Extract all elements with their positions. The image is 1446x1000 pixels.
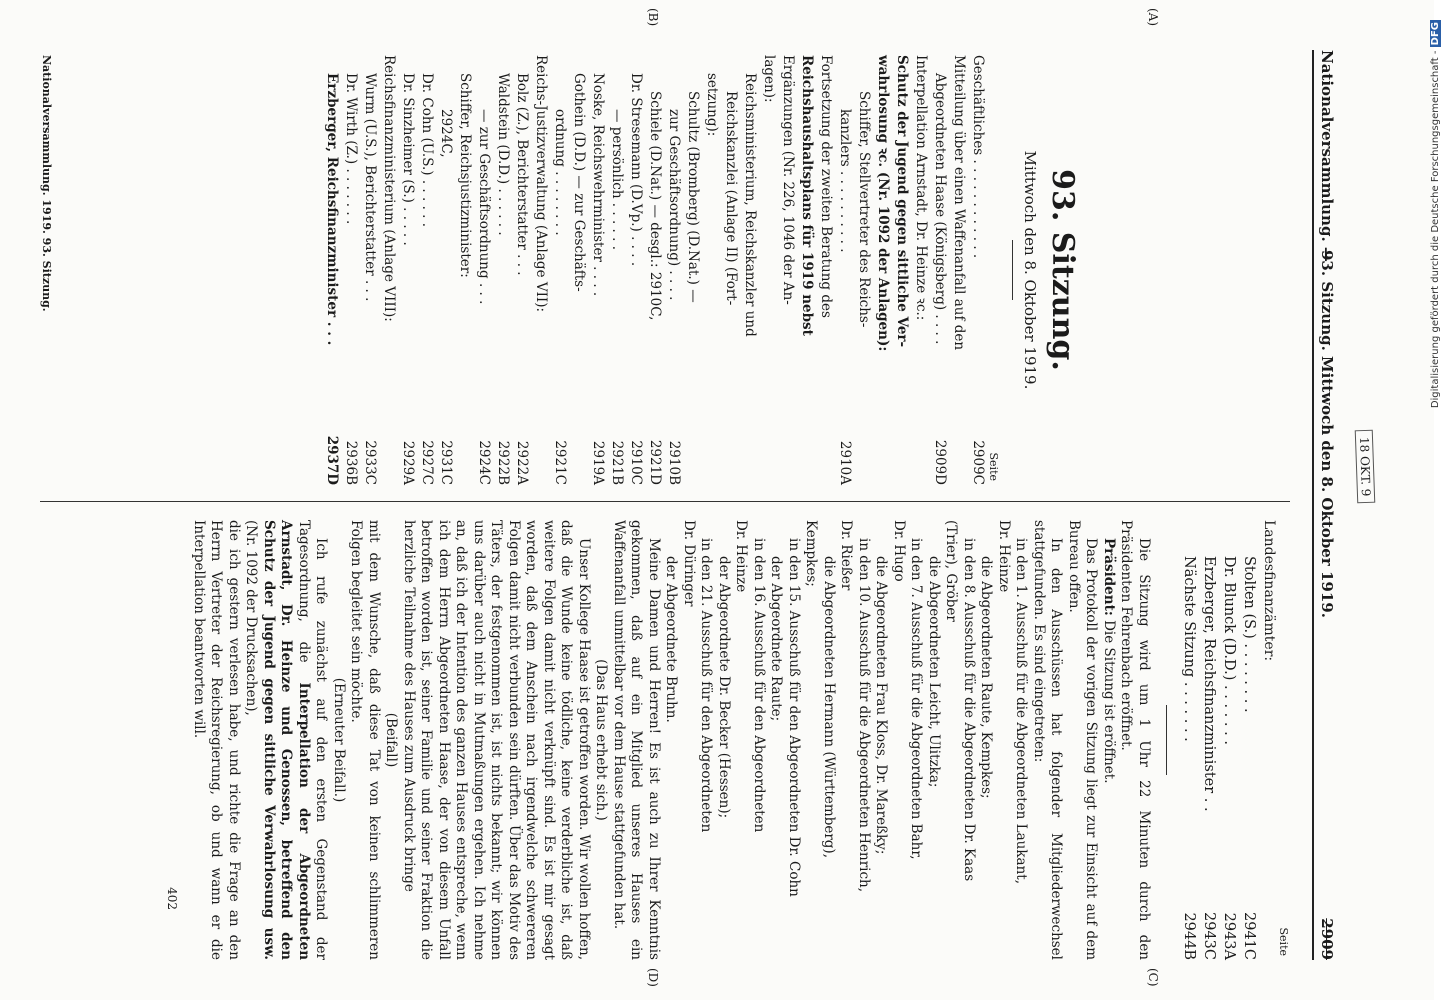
toc-entry-text: — zur Geschäftsordnung . . . <box>476 109 492 305</box>
left-column <box>322 55 1290 485</box>
toc-entry-text: Reichsfinanzministerium (Anlage VIII): <box>381 55 397 322</box>
toc-entry-text: zur Geschäftsordnung) . . . . <box>666 109 682 301</box>
toc-entry <box>456 55 474 485</box>
speech4-intro: Ich rufe zunächst auf den ersten Gegenstand der Tagesordnung, die <box>296 520 330 960</box>
toc-entry-page: 2921D <box>647 439 663 485</box>
toc-entry-page: 2933C <box>362 440 378 485</box>
speech4-ref: (Nr. 1092 der Drucksachen), <box>243 520 260 716</box>
running-head-page: 2909 <box>1318 918 1336 960</box>
right-seite-label: Seite <box>1277 927 1290 956</box>
toc-entry <box>570 55 588 485</box>
session-date: Mittwoch den 8. Oktober 1919. <box>1021 150 1039 390</box>
toc-entry-text: setzung): <box>704 73 720 137</box>
margin-letter-c: (C) <box>1146 968 1160 987</box>
toc-entry-text: Schultz (Bromberg) (D.Nat.) — <box>685 91 701 303</box>
toc-entry <box>836 55 854 485</box>
toc-entry-text: kanzlers . . . . . . . . . . <box>837 109 853 253</box>
toc-entry <box>399 55 417 485</box>
toc-entry <box>874 55 892 485</box>
toc-entry-page: 2929A <box>400 440 416 485</box>
dfg-credit <box>1430 20 1446 980</box>
toc-entry <box>817 55 835 485</box>
finance-offices-list <box>1179 520 1259 960</box>
committee-changes <box>662 520 1030 960</box>
toc-entry-text: Fortsetzung der zweiten Beratung des <box>818 55 834 318</box>
toc-entry-page: 2931C <box>438 440 454 485</box>
toc-entry-text: Dr. Stresemann (D.Vp.) . . . . <box>628 73 644 267</box>
session-title: 93. Sitzung. <box>1045 169 1080 371</box>
toc-entry-page: 2919A <box>590 440 606 485</box>
toc-entry-page: 2910B <box>666 440 682 485</box>
toc-entry <box>722 55 740 485</box>
committee-line: in den 16. Ausschuß für den Abgeordneten <box>751 538 767 833</box>
toc-entry-text: Schiffer, Reichsjustizminister: <box>457 73 473 278</box>
speech-paragraph-1: Meine Damen und Herren! Es ist auch zu Ihrer Kenntnis gekommen, daß auf ein Mitglied unseres Hauses ein Waffenanfall unmittelbar vor dem Hause stattgefunden hat. <box>611 520 662 960</box>
toc-entry <box>684 55 702 485</box>
toc-entry-text: Erzberger, Reichsfinanzminister . . . <box>324 73 340 346</box>
committee-line: die Abgeordneten Leicht, Ulitzka; <box>926 556 942 788</box>
toc-entry-page: 2921C <box>552 440 568 485</box>
toc-entry-text: Schiffer, Stellvertreter des Reichs- <box>856 91 872 328</box>
committee-line: in den 7. Ausschuß für die Abgeordneten Bahr, <box>908 538 925 860</box>
president-paragraph <box>1100 520 1118 960</box>
toc-entry <box>741 55 759 485</box>
toc-entry-page: 2921B <box>609 440 625 485</box>
right-column <box>166 520 1291 960</box>
toc-entry <box>779 55 797 485</box>
finance-entry-text: Nächste Sitzung . . . . . . . <box>1181 556 1197 742</box>
toc-entry <box>912 55 930 485</box>
toc-entry-text: Wurm (U.S.), Berichterstatter . . . <box>362 73 378 302</box>
toc-entry-page: 2922B <box>495 440 511 485</box>
running-head-center: 93. Sitzung. Mittwoch den 8. Oktober 1919. <box>1318 250 1336 618</box>
toc-entry-text: Mitteilung über einen Waffenanfall auf den <box>951 55 967 351</box>
committee-line: Dr. Düringer <box>681 520 697 607</box>
committee-line: Dr. Heinze <box>733 520 750 593</box>
toc-entry <box>950 55 968 485</box>
finance-entry-page: 2944B <box>1181 912 1197 960</box>
toc-entry <box>418 55 436 485</box>
toc-entry <box>437 55 455 485</box>
toc-entry <box>380 55 398 485</box>
margin-letter-a: (A) <box>1146 8 1160 27</box>
stage-direction-3: (Erneuter Beifall.) <box>331 677 347 803</box>
committee-line: Dr. Rießer <box>838 520 855 591</box>
toc-entry <box>665 55 683 485</box>
committee-line: der Abgeordnete Raute; <box>768 556 785 722</box>
toc-entry <box>494 55 512 485</box>
speech-paragraph-4 <box>242 520 330 960</box>
toc-entry <box>323 55 341 485</box>
toc-entry <box>760 55 778 485</box>
president-label: Präsident: <box>1101 538 1117 616</box>
toc-entry <box>608 55 626 485</box>
finance-entry-text: Erzberger, Reichsfinanzminister . . <box>1201 556 1217 812</box>
committee-line: in den 8. Ausschuß für die Abgeordneten Dr. Kaas <box>961 538 977 882</box>
committee-line: die Abgeordneten Raute, Kempkes; <box>978 556 995 799</box>
finance-entry-text: Dr. Blunck (D.D.) . . . . . . . <box>1221 556 1237 745</box>
toc-entry-text: Bolz (Z.), Berichterstatter . . . <box>514 73 530 276</box>
committees-intro: In den Ausschüssen hat folgender Mitgliederwechsel stattgefunden. Es sind eingetreten: <box>1031 520 1065 960</box>
toc-entry-text: Reichshaushaltsplans für 1919 nebst <box>799 55 815 336</box>
title-rule <box>1012 240 1013 300</box>
toc-entry <box>532 55 550 485</box>
interpellation-title: Interpellation der Abgeordneten Arnstadt, Dr. Heinze und Genossen, betreffend den Schutz der Jugend gegen sittliche Verwahrlosung usw. <box>261 520 312 961</box>
toc-entry-text: Dr. Cohn (U.S.) . . . . . . <box>419 73 435 228</box>
toc-entry-text: wahrlosung ꝛc. (Nr. 1092 der Anlagen): <box>875 55 891 352</box>
toc-entry <box>931 55 949 485</box>
toc-entry-text: Noske, Reichswehrminister . . . . <box>590 73 606 297</box>
credit-text: Digitalisierung gefördert durch die Deutsche Forschungsgemeinschaft - <box>1430 50 1441 409</box>
toc-entry-text: 2924C, <box>438 109 454 158</box>
toc-entry-page: 2937D <box>324 435 340 485</box>
committee-line: (Trier), Gröber <box>943 520 960 622</box>
finance-entry <box>1239 520 1259 960</box>
finance-entry-page: 2943C <box>1201 912 1217 960</box>
committee-line: die Abgeordneten Frau Kloss, Dr. Mareßky; <box>873 556 890 855</box>
committee-line: in den 10. Ausschuß für die Abgeordneten Henrich, <box>856 538 872 893</box>
toc-entry-text: Dr. Sinzheimer (S.) . . . . . <box>400 73 416 246</box>
opening-paragraph: Die Sitzung wird um 1 Uhr 22 Minuten durch den Präsidenten Fehrenbach eröffnet. <box>1118 520 1152 960</box>
finance-entry <box>1219 520 1239 960</box>
running-head-left: Nationalversammlung. — <box>1318 50 1336 262</box>
section-divider <box>1166 705 1167 775</box>
finance-entry-page: 2941C <box>1241 912 1257 960</box>
toc-entry-text: Reichskanzlei (Anlage II) (Fort- <box>723 91 739 306</box>
toc-entry-text: Gothein (D.D.) — zur Geschäfts- <box>571 73 587 292</box>
stage-direction-1: (Das Haus erhebt sich.) <box>593 659 610 821</box>
toc-entry-text: Reichs-Justizverwaltung (Anlage VII): <box>533 55 549 313</box>
toc-entry <box>893 55 911 485</box>
toc-entry-page: 2909C <box>970 440 986 485</box>
president-text: Die Sitzung ist eröffnet. <box>1101 620 1117 784</box>
toc-entry-page: 2927C <box>419 440 435 485</box>
toc-entry-text: — persönlich . . . . . . <box>609 109 625 251</box>
toc-entry-text: Ergänzungen (Nr. 226, 1046 der An- <box>780 55 796 305</box>
committee-line: in den 21. Ausschuß für den Abgeordneten <box>698 538 715 833</box>
committee-line: der Abgeordnete Bruhn. <box>663 556 680 723</box>
toc-entry-text: Waldstein (D.D.) . . . . . . <box>495 73 511 236</box>
committee-line: die Abgeordneten Hermann (Württemberg), <box>821 556 837 858</box>
stage-direction-2: (Beifall) <box>383 712 400 768</box>
finance-entry <box>1179 520 1199 960</box>
table-of-contents <box>323 55 987 485</box>
toc-entry-text: Geschäftliches . . . . . . . . . . . . <box>970 55 986 259</box>
toc-entry <box>361 55 379 485</box>
toc-entry <box>551 55 569 485</box>
toc-entry-page: 2924C <box>476 440 492 485</box>
toc-entry-page: 2910A <box>837 440 853 485</box>
committee-line: der Abgeordnete Dr. Becker (Hessen); <box>716 556 732 819</box>
committee-line: Dr. Hugo <box>891 520 907 582</box>
footer-line: Nationalversammlung. 1919. 93. Sitzung. <box>40 55 53 312</box>
protocol-paragraph: Das Protokoll der vorigen Sitzung liegt zur Einsicht auf dem Bureau offen. <box>1066 520 1100 960</box>
dfg-logo: DFG <box>1430 22 1441 46</box>
speech-paragraph-3: mit dem Wunsche, daß diese Tat von keinen schlimmeren Folgen begleitet sein möchte. <box>348 520 382 960</box>
toc-entry <box>627 55 645 485</box>
toc-entry-text: Schutz der Jugend gegen sittliche Ver- <box>894 55 910 348</box>
credit-strip <box>1414 20 1441 980</box>
toc-entry-text: Reichsministerium, Reichskanzler und <box>742 73 758 337</box>
toc-entry <box>342 55 360 485</box>
running-head <box>1312 50 1342 960</box>
committee-line: in den 1. Ausschuß für die Abgeordneten Laukant, <box>1013 538 1030 885</box>
committee-line: Dr. Heinze <box>996 520 1012 593</box>
toc-entry-text: Schiele (D.Nat.) — desgl.: 2910C, <box>647 91 663 321</box>
finance-offices-heading: Landesfinanzämter: <box>1261 520 1277 662</box>
toc-entry-text: Dr. Wirth (Z.) . . . . . . . <box>343 73 359 225</box>
toc-entry <box>969 55 987 485</box>
finance-entry-page: 2943A <box>1221 912 1237 960</box>
toc-entry-text: Interpellation Arnstadt, Dr. Heinze ꝛc.: <box>913 55 929 321</box>
toc-entry-page: 2910C <box>628 440 644 485</box>
committee-line: in den 15. Ausschuß für den Abgeordneten Dr. Cohn <box>786 538 802 897</box>
finance-entry-text: Stolten (S.) . . . . . . . . <box>1241 556 1257 713</box>
margin-letter-b: (B) <box>646 8 660 27</box>
finance-entry <box>1199 520 1219 960</box>
toc-seite-label: Seite <box>987 452 1000 481</box>
margin-letter-d: (D) <box>646 968 660 987</box>
receipt-stamp: 18 OKT. 9 <box>1355 430 1376 504</box>
toc-entry <box>589 55 607 485</box>
toc-entry-text: lagen): <box>761 55 777 103</box>
toc-entry <box>855 55 873 485</box>
toc-entry-page: 2909D <box>932 439 948 485</box>
toc-entry <box>798 55 816 485</box>
toc-entry <box>646 55 664 485</box>
toc-entry <box>703 55 721 485</box>
toc-entry <box>513 55 531 485</box>
toc-entry <box>475 55 493 485</box>
speech-paragraph-2: Unser Kollege Haase ist getroffen worden. Wir wollen hoffen, daß die Wunde keine tödliche, keine verderbliche ist, daß weitere Folgen damit nicht verknüpft sind. Es ist mir gesagt worden, daß dem Anschein nach irgendwelche schwereren Folgen damit nicht verbunden sein dürften. Über das Motiv des Täters, der festgenommen ist, ist nichts bekannt; wir können uns darüber auch nicht in Mutmaßungen ergehen. Ich nehme an, daß ich der Intention des ganzen Hauses entspreche, wenn ich dem Herrn Abgeordneten Haase, der von diesem Unfall betroffen worden ist, seiner Familie und seiner Fraktion die herzliche Teilnahme des Hauses zum Ausdruck bringe <box>401 520 592 960</box>
toc-entry-page: 2922A <box>514 440 530 485</box>
leaf-number: 402 <box>165 887 180 910</box>
speech-paragraph-5: die ich gestern verlesen habe, und richte die Frage an den Herrn Vertreter der Reichsregierung, ob und wann er die Interpellation beantworten will. <box>191 520 242 960</box>
committee-line: Kempkes; <box>803 520 820 587</box>
toc-entry-page: 2936B <box>343 440 359 485</box>
toc-entry-text: Abgeordneten Haase (Königsberg) . . . . <box>932 73 948 345</box>
toc-entry-text: ordnung . . . . . . . . <box>552 109 568 236</box>
column-rule <box>40 501 1290 502</box>
